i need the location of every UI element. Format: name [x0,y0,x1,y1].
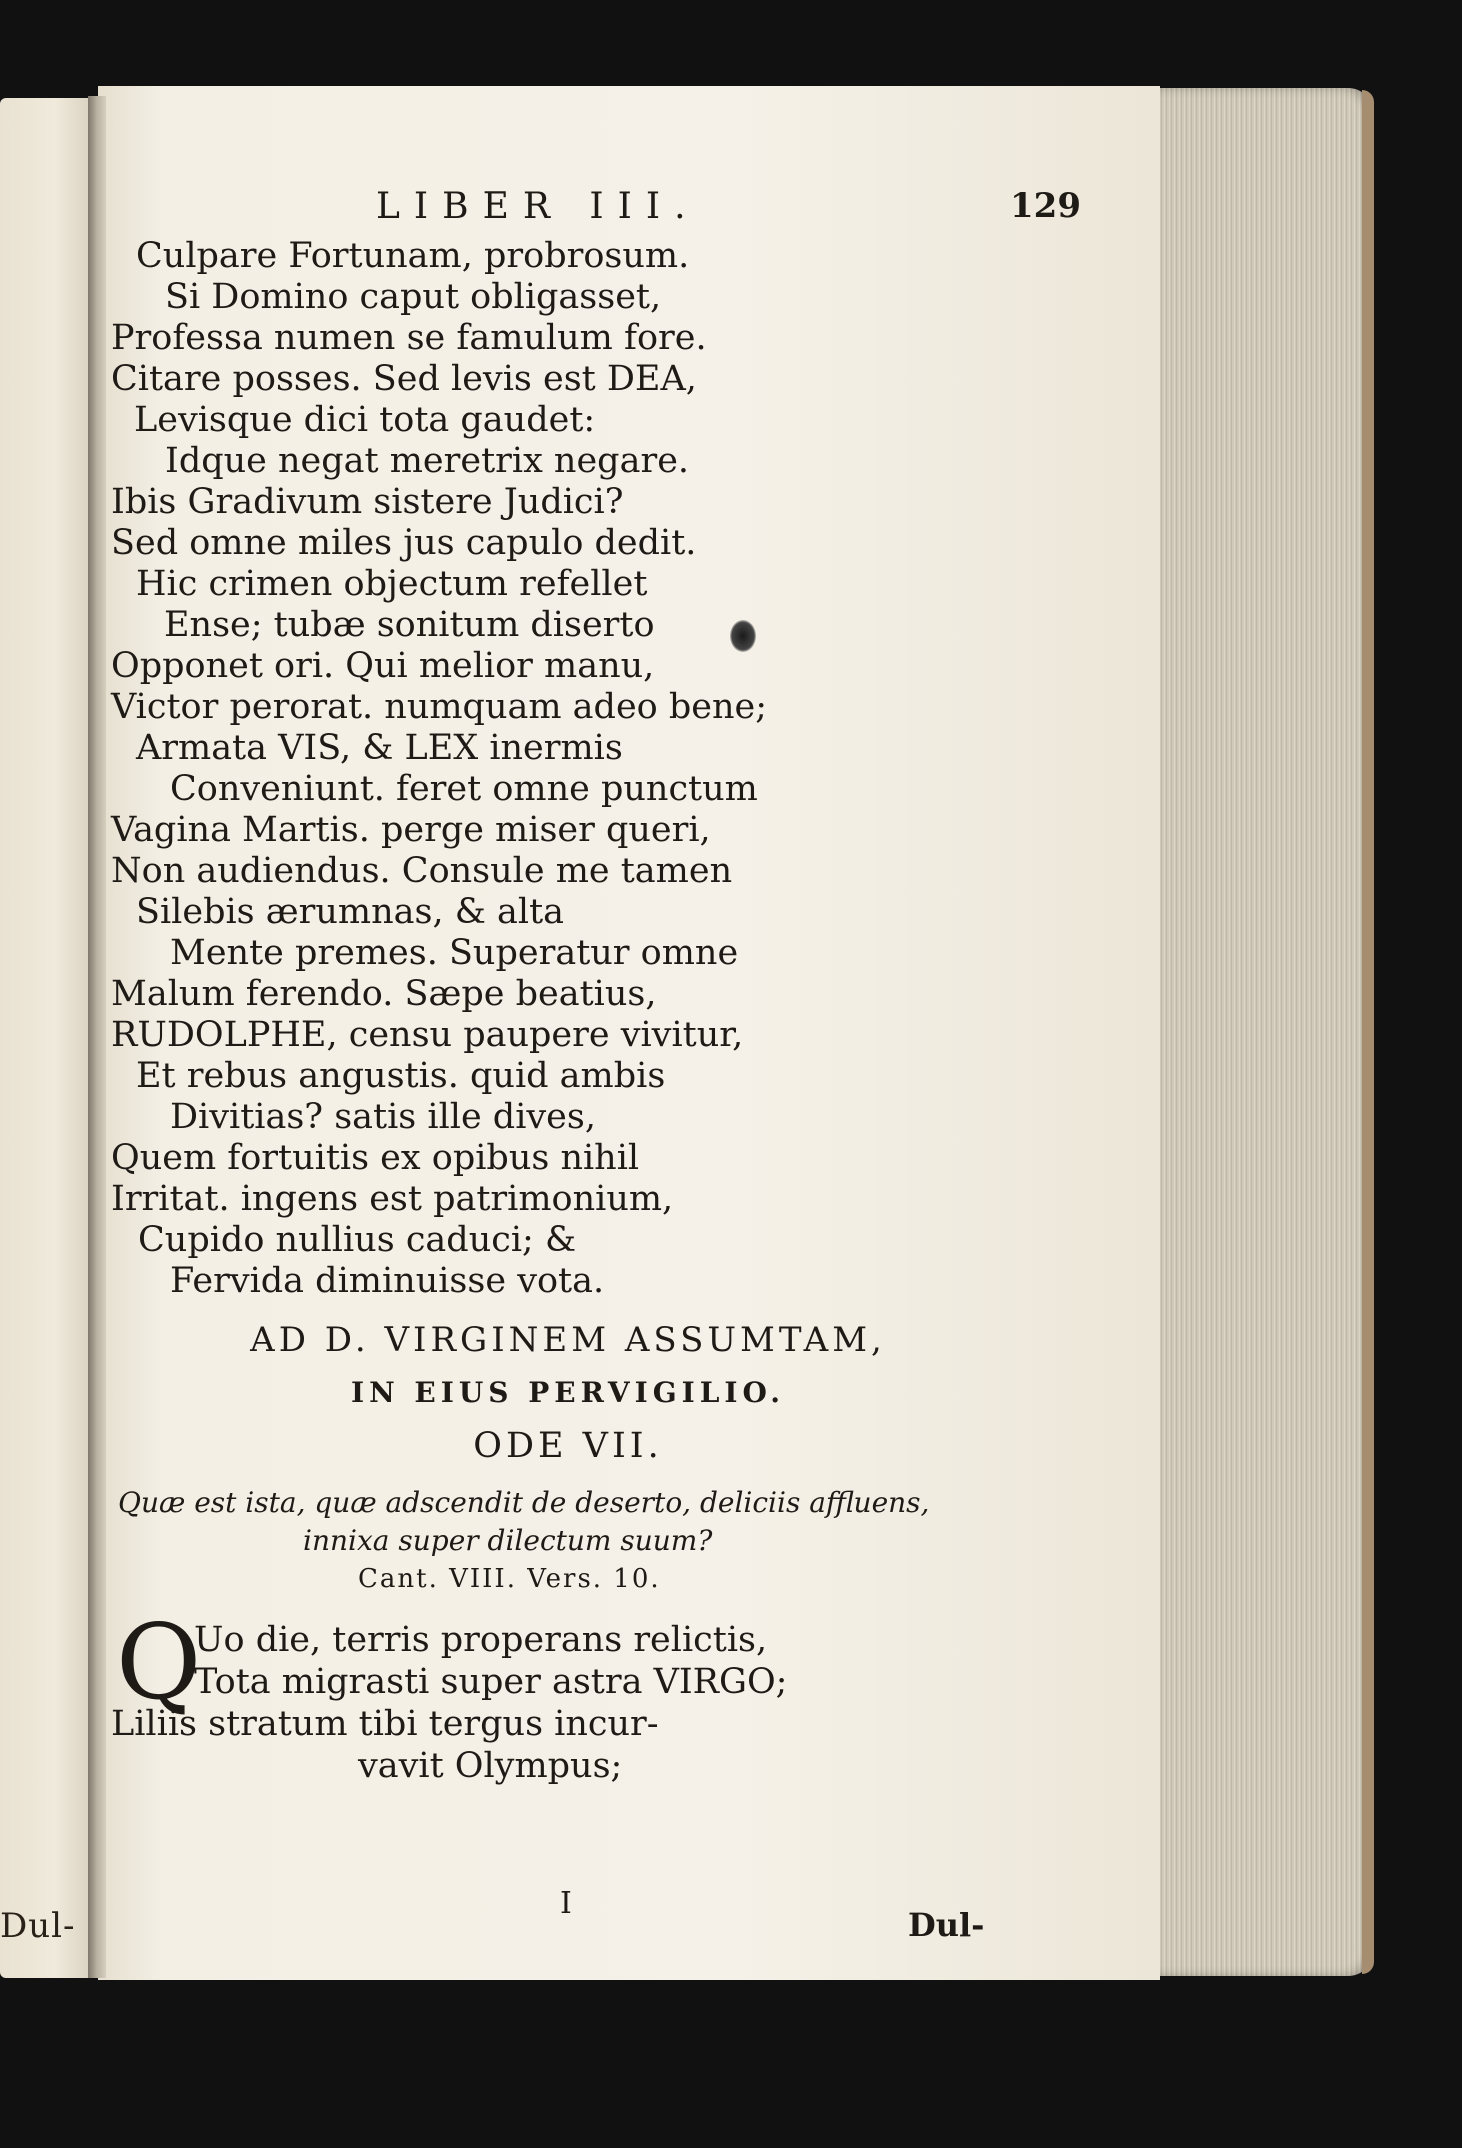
verse-line: Vagina Martis. perge miser queri, [111,810,711,850]
catchword: Dul- [908,1906,985,1944]
verse-line: Si Domino caput obligasset, [165,277,662,317]
drop-cap: Q [116,1601,202,1723]
ode-number: ODE VII. [473,1426,663,1466]
ode-subtitle: IN EIUS PERVIGILIO. [350,1376,786,1409]
verse-line: Cupido nullius caduci; & [138,1220,577,1260]
epigraph-line-2: innixa super dilectum suum? [303,1524,713,1557]
verse-line: Malum ferendo. Sæpe beatius, [111,974,657,1014]
verse-line: Irritat. ingens est patrimonium, [111,1179,674,1219]
verse-line: Conveniunt. feret omne punctum [170,769,758,809]
ode-line: Uo die, terris properans relictis, [194,1620,768,1660]
verse-line: Quem fortuitis ex opibus nihil [111,1138,640,1178]
page-number: 129 [1010,186,1081,226]
verse-line: Et rebus angustis. quid ambis [136,1056,666,1096]
verse-line: Non audiendus. Consule me tamen [111,851,733,891]
verse-line: Sed omne miles jus capulo dedit. [111,523,697,563]
ink-smudge [730,620,756,652]
running-head: LIBER III. [376,186,700,227]
page-text [98,86,1160,1980]
verse-line: RUDOLPHE, censu paupere vivitur, [111,1015,744,1055]
verse-line: Silebis ærumnas, & alta [136,892,565,932]
page-edges [1128,88,1374,1976]
verse-line: Professa numen se famulum fore. [111,318,707,358]
verse-line: Divitias? satis ille dives, [170,1097,596,1137]
epigraph-line-1: Quæ est ista, quæ adscendit de deserto, deliciis affluens, [118,1486,930,1519]
ode-line: Tota migrasti super astra VIRGO; [194,1662,788,1702]
verse-line: Citare posses. Sed levis est DEA, [111,359,697,399]
epigraph-citation: Cant. VIII. Vers. 10. [358,1564,661,1594]
verse-line: Victor perorat. numquam adeo bene; [111,687,768,727]
left-page-edge [0,98,92,1978]
verse-line: Armata VIS, & LEX inermis [136,728,623,768]
signature-mark: I [560,1886,572,1921]
verse-line: Levisque dici tota gaudet: [134,400,596,440]
verse-line: Ibis Gradivum sistere Judici? [111,482,624,522]
verse-line: Opponet ori. Qui melior manu, [111,646,655,686]
verse-line: Culpare Fortunam, probrosum. [136,236,690,276]
verse-line: Idque negat meretrix negare. [165,441,690,481]
left-page-catchword: Dul- [0,1906,76,1946]
ode-line: vavit Olympus; [358,1746,623,1786]
ode-title: AD D. VIRGINEM ASSUMTAM, [250,1320,886,1360]
book-cover-edge [1362,90,1374,1974]
ode-line: Liliis stratum tibi tergus incur- [111,1704,659,1744]
verse-line: Mente premes. Superatur omne [170,933,739,973]
verse-line: Fervida diminuisse vota. [170,1261,605,1301]
verse-line: Ense; tubæ sonitum diserto [164,605,655,645]
verse-line: Hic crimen objectum refellet [136,564,648,604]
